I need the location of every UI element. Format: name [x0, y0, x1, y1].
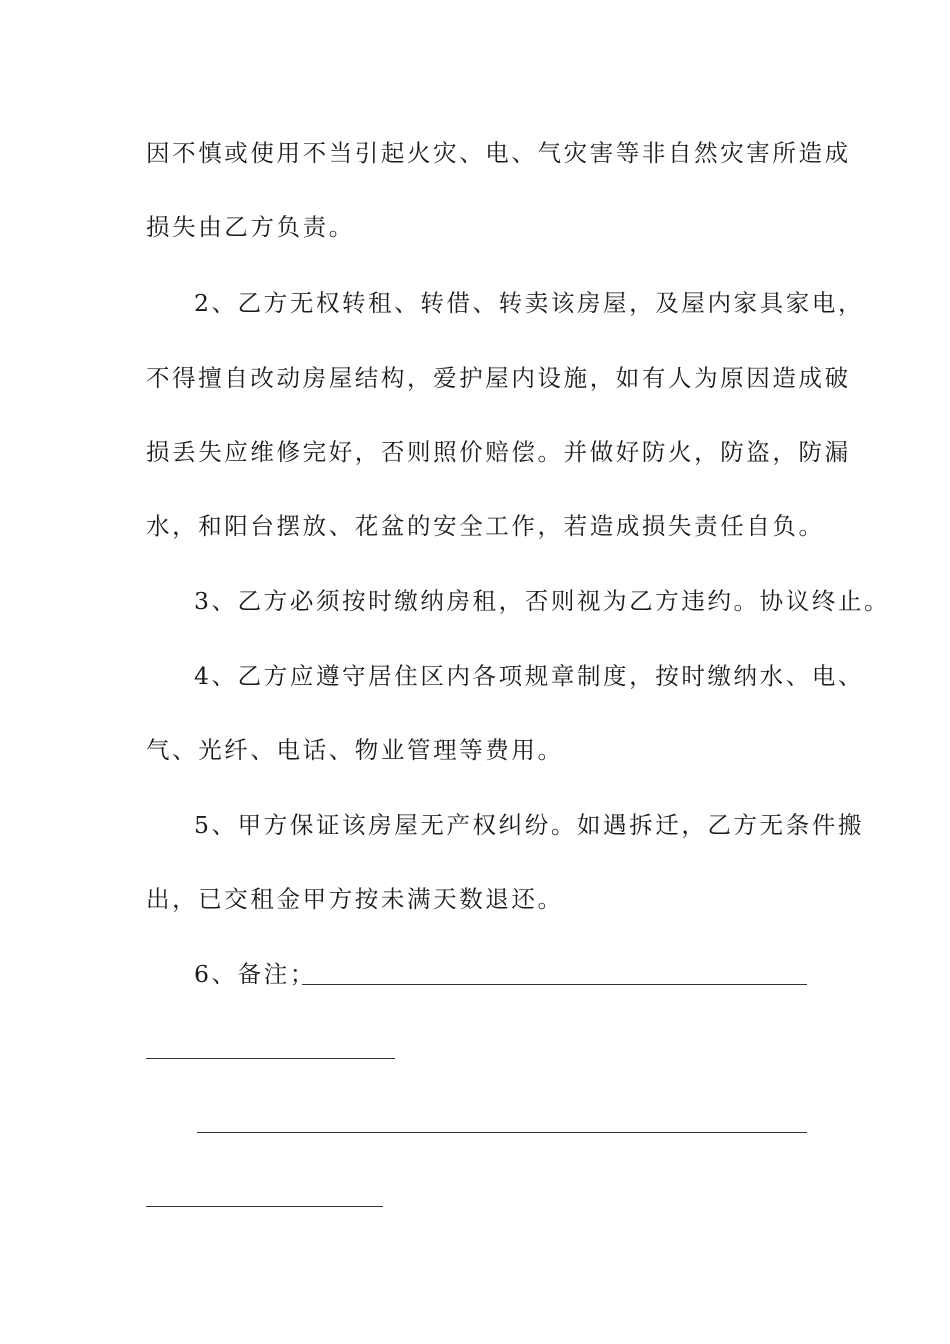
clause-2-line-1: 2、乙方无权转租、转借、转卖该房屋，及屋内家具家电， — [194, 289, 865, 317]
clause-4-line-1: 4、乙方应遵守居住区内各项规章制度，按时缴纳水、电、 — [194, 662, 865, 690]
clause-5-line-2: 出，已交租金甲方按未满天数退还。 — [146, 885, 564, 913]
clause-4-line-2: 气、光纤、电话、物业管理等费用。 — [146, 736, 564, 764]
clause-2-line-2: 不得擅自改动房屋结构，爱护屋内设施，如有人为原因造成破 — [146, 364, 851, 392]
clause-3-line-1: 3、乙方必须按时缴纳房租，否则视为乙方违约。协议终止。 — [194, 587, 891, 615]
remarks-blank-line-1 — [302, 984, 807, 985]
clause-5-line-1: 5、甲方保证该房屋无产权纠纷。如遇拆迁，乙方无条件搬 — [194, 811, 865, 839]
clause-2-line-3: 损丢失应维修完好，否则照价赔偿。并做好防火，防盗，防漏 — [146, 438, 851, 466]
remarks-label: 6、备注； — [194, 960, 316, 988]
text-line-1: 因不慎或使用不当引起火灾、电、气灾害等非自然灾害所造成 — [146, 139, 851, 167]
remarks-blank-line-4 — [146, 1206, 383, 1207]
remarks-blank-line-2 — [146, 1058, 395, 1059]
clause-2-line-4: 水，和阳台摆放、花盆的安全工作，若造成损失责任自负。 — [146, 512, 825, 540]
remarks-blank-line-3 — [197, 1132, 807, 1133]
text-line-2: 损失由乙方负责。 — [146, 213, 355, 241]
